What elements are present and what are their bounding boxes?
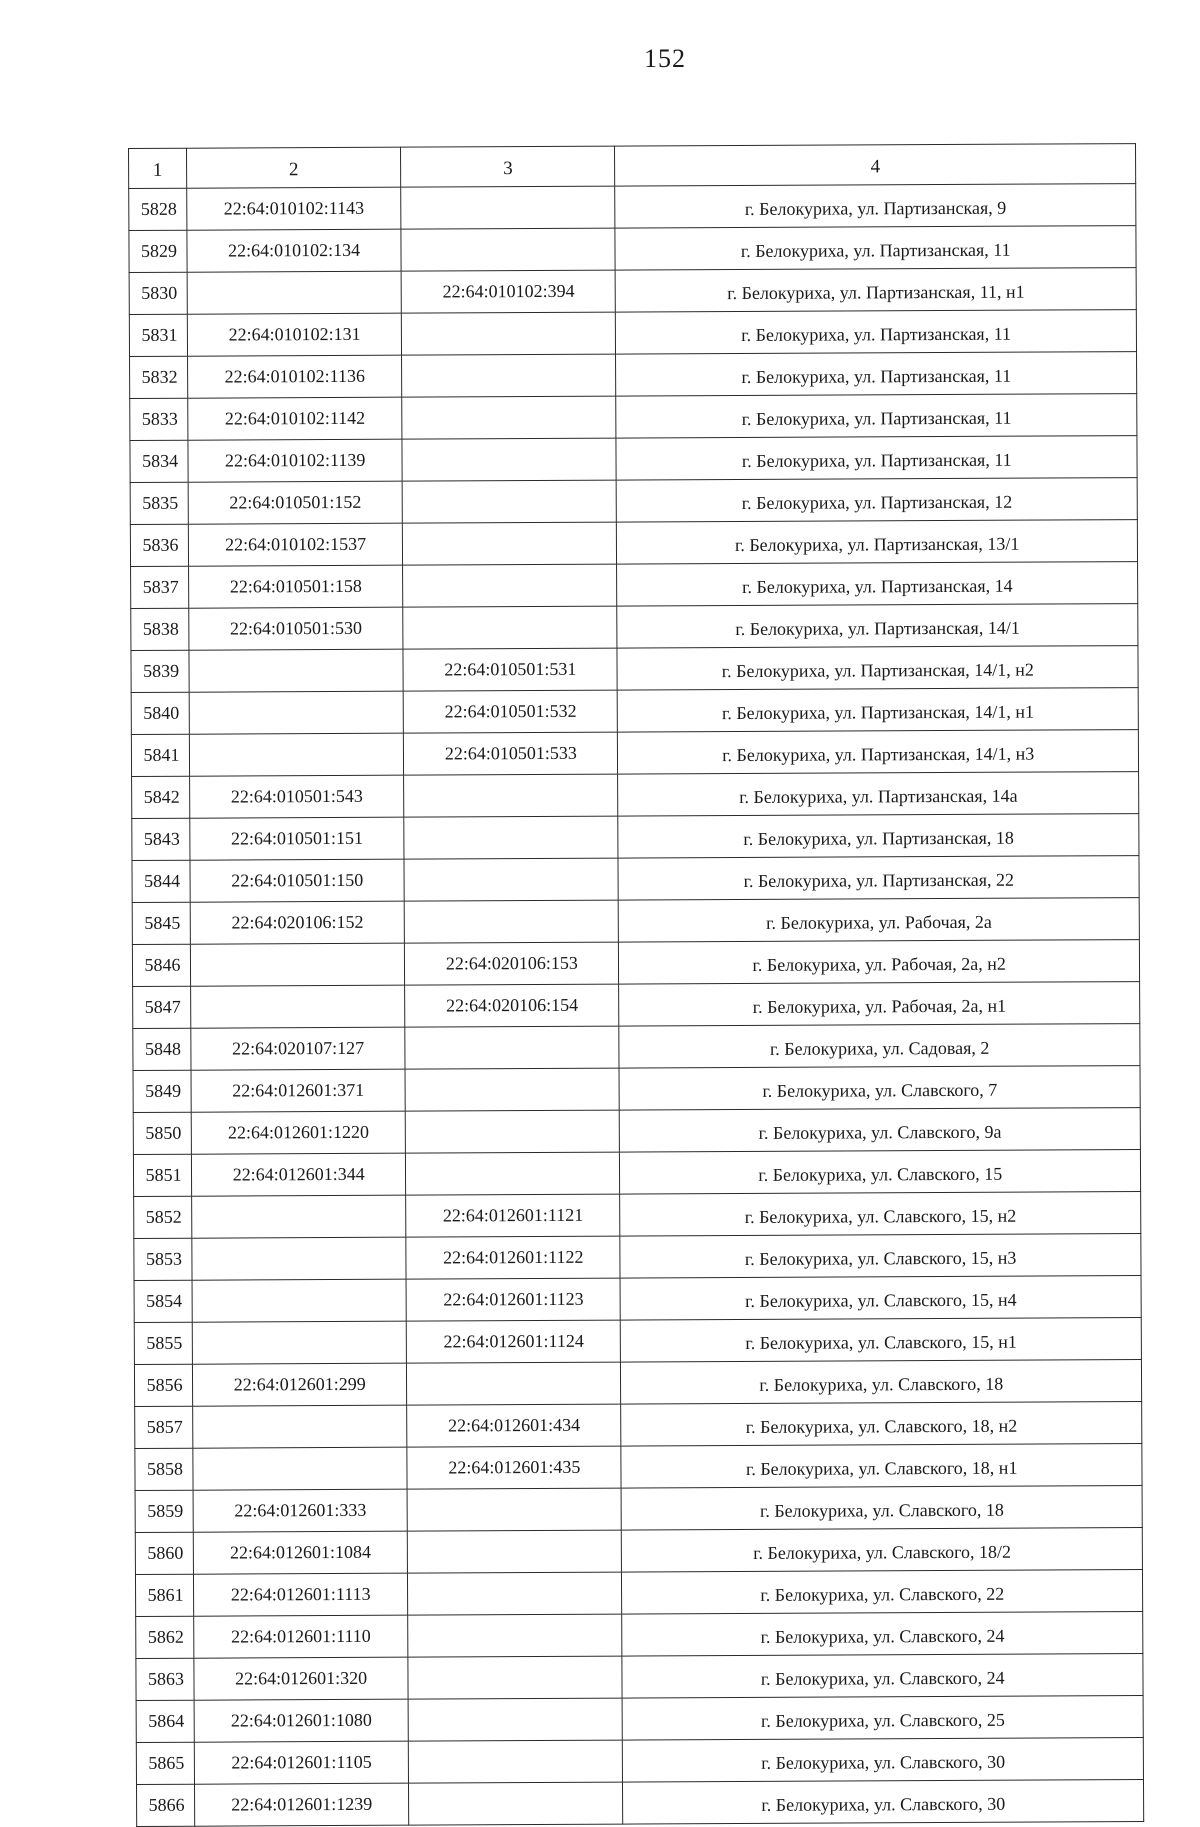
- cell-address: г. Белокуриха, ул. Партизанская, 14/1, н1: [618, 688, 1139, 733]
- cell-cadastral-premises: 22:64:012601:435: [407, 1446, 621, 1489]
- cell-cadastral-building: 22:64:010501:151: [190, 817, 404, 860]
- cell-cadastral-building: [193, 1447, 407, 1490]
- cell-cadastral-building: 22:64:012601:299: [192, 1363, 406, 1406]
- cell-address: г. Белокуриха, ул. Славского, 15, н3: [620, 1234, 1141, 1279]
- cell-address: г. Белокуриха, ул. Славского, 25: [623, 1696, 1144, 1741]
- cell-cadastral-premises: [408, 1530, 622, 1573]
- table-row: [132, 856, 1139, 903]
- cell-address: г. Белокуриха, ул. Славского, 18: [621, 1360, 1142, 1405]
- cell-number: 5850: [133, 1112, 191, 1154]
- cell-cadastral-premises: [403, 522, 617, 565]
- cell-cadastral-premises: [402, 396, 616, 439]
- cell-cadastral-building: 22:64:010501:543: [190, 775, 404, 818]
- cell-cadastral-premises: [404, 816, 618, 859]
- cell-number: 5841: [131, 734, 189, 776]
- header-cell-cadastral-premises: 3: [401, 146, 615, 187]
- table-row: [132, 940, 1139, 987]
- cell-cadastral-premises: [404, 900, 618, 943]
- cell-cadastral-building: 22:64:012601:1220: [191, 1111, 405, 1154]
- cell-cadastral-building: 22:64:012601:333: [193, 1489, 407, 1532]
- table-row: [130, 520, 1137, 567]
- cell-cadastral-building: 22:64:012601:1113: [194, 1573, 408, 1616]
- cell-cadastral-building: 22:64:010501:530: [189, 607, 403, 650]
- cell-number: 5856: [134, 1364, 192, 1406]
- cell-number: 5855: [134, 1322, 192, 1364]
- cell-cadastral-building: 22:64:010102:1142: [188, 397, 402, 440]
- table-body: [129, 144, 1144, 1827]
- cell-cadastral-premises: 22:64:010501:533: [404, 732, 618, 775]
- cell-address: г. Белокуриха, ул. Партизанская, 13/1: [617, 520, 1138, 565]
- cell-address: г. Белокуриха, ул. Славского, 15: [620, 1150, 1141, 1195]
- table-row: [133, 1108, 1140, 1155]
- cell-number: 5837: [131, 566, 189, 608]
- header-cell-cadastral-building: 2: [187, 147, 401, 188]
- cell-cadastral-building: 22:64:010102:1537: [188, 523, 402, 566]
- cell-cadastral-premises: 22:64:010501:531: [403, 648, 617, 691]
- cell-cadastral-premises: [404, 774, 618, 817]
- table-row: [134, 1234, 1141, 1281]
- cell-cadastral-building: 22:64:010102:1143: [187, 187, 401, 230]
- cell-cadastral-building: [189, 733, 403, 776]
- cell-number: 5857: [135, 1406, 193, 1448]
- table-row: [131, 562, 1138, 609]
- cell-address: г. Белокуриха, ул. Славского, 15, н4: [620, 1276, 1141, 1321]
- cell-cadastral-building: [190, 943, 404, 986]
- cell-cadastral-premises: [402, 480, 616, 523]
- cell-cadastral-premises: [405, 1068, 619, 1111]
- table-row: [135, 1402, 1142, 1449]
- cell-number: 5833: [130, 398, 188, 440]
- cell-cadastral-premises: 22:64:020106:153: [405, 942, 619, 985]
- cell-cadastral-premises: 22:64:012601:1124: [406, 1320, 620, 1363]
- cell-address: г. Белокуриха, ул. Рабочая, 2а, н1: [619, 982, 1140, 1027]
- cell-number: 5854: [134, 1280, 192, 1322]
- cell-number: 5838: [131, 608, 189, 650]
- cell-address: г. Белокуриха, ул. Партизанская, 18: [618, 814, 1139, 859]
- cell-number: 5836: [130, 524, 188, 566]
- table-row: [136, 1654, 1143, 1701]
- table-row: [135, 1570, 1142, 1617]
- cell-cadastral-building: 22:64:012601:1105: [194, 1741, 408, 1784]
- cell-cadastral-building: [189, 691, 403, 734]
- registry-table: [128, 143, 1144, 1827]
- cell-cadastral-premises: [408, 1572, 622, 1615]
- cell-number: 5831: [129, 314, 187, 356]
- cell-cadastral-premises: [402, 354, 616, 397]
- cell-cadastral-building: 22:64:010102:1139: [188, 439, 402, 482]
- table-row: [134, 1192, 1141, 1239]
- cell-address: г. Белокуриха, ул. Славского, 15, н1: [621, 1318, 1142, 1363]
- cell-cadastral-premises: [402, 312, 616, 355]
- cell-address: г. Белокуриха, ул. Славского, 18, н1: [621, 1444, 1142, 1489]
- cell-cadastral-premises: [404, 858, 618, 901]
- cell-address: г. Белокуриха, ул. Партизанская, 11: [615, 226, 1136, 271]
- cell-cadastral-building: [191, 985, 405, 1028]
- cell-address: г. Белокуриха, ул. Славского, 18: [622, 1486, 1143, 1531]
- cell-cadastral-premises: [405, 1026, 619, 1069]
- cell-cadastral-building: [193, 1405, 407, 1448]
- cell-number: 5851: [133, 1154, 191, 1196]
- cell-address: г. Белокуриха, ул. Партизанская, 11: [616, 310, 1137, 355]
- cell-address: г. Белокуриха, ул. Славского, 9а: [620, 1108, 1141, 1153]
- cell-address: г. Белокуриха, ул. Славского, 7: [619, 1066, 1140, 1111]
- cell-cadastral-building: 22:64:010501:150: [190, 859, 404, 902]
- cell-cadastral-premises: 22:64:010501:532: [403, 690, 617, 733]
- cell-cadastral-premises: [409, 1782, 623, 1825]
- cell-number: 5849: [133, 1070, 191, 1112]
- cell-number: 5840: [131, 692, 189, 734]
- table-row: [136, 1612, 1143, 1659]
- cell-number: 5834: [130, 440, 188, 482]
- table-row: [132, 772, 1139, 819]
- header-cell-number: 1: [129, 148, 187, 188]
- cell-address: г. Белокуриха, ул. Славского, 22: [622, 1570, 1143, 1615]
- table-row: [130, 478, 1137, 525]
- cell-cadastral-building: 22:64:012601:344: [191, 1153, 405, 1196]
- table-row: [129, 226, 1136, 273]
- cell-address: г. Белокуриха, ул. Славского, 24: [622, 1654, 1143, 1699]
- cell-cadastral-premises: [401, 228, 615, 271]
- cell-address: г. Белокуриха, ул. Славского, 15, н2: [620, 1192, 1141, 1237]
- cell-address: г. Белокуриха, ул. Партизанская, 11: [616, 394, 1137, 439]
- cell-cadastral-premises: [408, 1656, 622, 1699]
- cell-address: г. Белокуриха, ул. Партизанская, 9: [615, 184, 1136, 229]
- header-cell-address: 4: [615, 144, 1136, 187]
- table-row: [129, 184, 1136, 231]
- cell-cadastral-premises: 22:64:010102:394: [401, 270, 615, 313]
- table-row: [133, 1150, 1140, 1197]
- cell-number: 5852: [134, 1196, 192, 1238]
- cell-address: г. Белокуриха, ул. Славского, 18/2: [622, 1528, 1143, 1573]
- table-row: [135, 1486, 1142, 1533]
- cell-address: г. Белокуриха, ул. Партизанская, 14/1, н2: [617, 646, 1138, 691]
- cell-cadastral-building: [192, 1237, 406, 1280]
- cell-number: 5865: [136, 1742, 194, 1784]
- cell-cadastral-building: [189, 649, 403, 692]
- cell-cadastral-building: 22:64:012601:320: [194, 1657, 408, 1700]
- table-row: [133, 982, 1140, 1029]
- cell-cadastral-building: 22:64:020106:152: [190, 901, 404, 944]
- cell-cadastral-building: 22:64:012601:1110: [194, 1615, 408, 1658]
- cell-cadastral-premises: 22:64:012601:1122: [406, 1236, 620, 1279]
- cell-number: 5860: [135, 1532, 193, 1574]
- cell-address: г. Белокуриха, ул. Партизанская, 12: [617, 478, 1138, 523]
- table-row: [133, 1066, 1140, 1113]
- cell-number: 5861: [135, 1574, 193, 1616]
- table-row: [132, 814, 1139, 861]
- cell-cadastral-building: [187, 271, 401, 314]
- cell-number: 5846: [132, 944, 190, 986]
- cell-cadastral-building: 22:64:010501:158: [189, 565, 403, 608]
- cell-number: 5863: [136, 1658, 194, 1700]
- cell-cadastral-building: 22:64:010102:134: [187, 229, 401, 272]
- table-row: [130, 394, 1137, 441]
- cell-cadastral-premises: [409, 1740, 623, 1783]
- cell-number: 5844: [132, 860, 190, 902]
- cell-number: 5853: [134, 1238, 192, 1280]
- table-row: [131, 688, 1138, 735]
- cell-number: 5866: [136, 1784, 194, 1826]
- table-row: [135, 1444, 1142, 1491]
- cell-cadastral-premises: 22:64:020106:154: [405, 984, 619, 1027]
- table-header-row: [129, 144, 1136, 189]
- table-row: [133, 1024, 1140, 1071]
- cell-address: г. Белокуриха, ул. Партизанская, 22: [618, 856, 1139, 901]
- cell-cadastral-premises: 22:64:012601:434: [407, 1404, 621, 1447]
- cell-cadastral-premises: [401, 186, 615, 229]
- cell-address: г. Белокуриха, ул. Славского, 18, н2: [621, 1402, 1142, 1447]
- cell-address: г. Белокуриха, ул. Славского, 24: [622, 1612, 1143, 1657]
- cell-number: 5859: [135, 1490, 193, 1532]
- page-number: 152: [644, 44, 686, 73]
- cell-cadastral-premises: 22:64:012601:1123: [406, 1278, 620, 1321]
- table-row: [135, 1528, 1142, 1575]
- cell-address: г. Белокуриха, ул. Партизанская, 14а: [618, 772, 1139, 817]
- cell-address: г. Белокуриха, ул. Партизанская, 11: [616, 352, 1137, 397]
- table-row: [134, 1276, 1141, 1323]
- cell-cadastral-building: 22:64:012601:1080: [194, 1699, 408, 1742]
- cell-cadastral-building: [192, 1321, 406, 1364]
- table-row: [129, 310, 1136, 357]
- cell-cadastral-building: 22:64:010102:131: [187, 313, 401, 356]
- cell-cadastral-building: 22:64:012601:1239: [195, 1783, 409, 1826]
- cell-cadastral-building: [192, 1279, 406, 1322]
- cell-address: г. Белокуриха, ул. Рабочая, 2а: [619, 898, 1140, 943]
- cell-number: 5843: [132, 818, 190, 860]
- cell-cadastral-premises: [408, 1698, 622, 1741]
- cell-address: г. Белокуриха, ул. Славского, 30: [623, 1780, 1144, 1825]
- cell-number: 5864: [136, 1700, 194, 1742]
- table-row: [134, 1360, 1141, 1407]
- table-row: [136, 1780, 1143, 1827]
- cell-address: г. Белокуриха, ул. Партизанская, 14/1: [617, 604, 1138, 649]
- cell-address: г. Белокуриха, ул. Садовая, 2: [619, 1024, 1140, 1069]
- cell-address: г. Белокуриха, ул. Партизанская, 14/1, н3: [618, 730, 1139, 775]
- cell-cadastral-premises: 22:64:012601:1121: [406, 1194, 620, 1237]
- table-row: [131, 646, 1138, 693]
- table-row: [130, 352, 1137, 399]
- cell-cadastral-building: 22:64:020107:127: [191, 1027, 405, 1070]
- cell-address: г. Белокуриха, ул. Рабочая, 2а, н2: [619, 940, 1140, 985]
- cell-address: г. Белокуриха, ул. Славского, 30: [623, 1738, 1144, 1783]
- cell-number: 5830: [129, 272, 187, 314]
- cell-cadastral-building: 22:64:012601:1084: [193, 1531, 407, 1574]
- cell-cadastral-building: 22:64:010102:1136: [188, 355, 402, 398]
- cell-cadastral-premises: [402, 438, 616, 481]
- cell-cadastral-premises: [405, 1110, 619, 1153]
- cell-cadastral-premises: [408, 1614, 622, 1657]
- table-row: [131, 604, 1138, 651]
- table-row: [136, 1738, 1143, 1785]
- table-row: [132, 898, 1139, 945]
- table-row: [129, 268, 1136, 315]
- cell-number: 5862: [136, 1616, 194, 1658]
- cell-address: г. Белокуриха, ул. Партизанская, 11, н1: [616, 268, 1137, 313]
- table-row: [134, 1318, 1141, 1365]
- table-row: [130, 436, 1137, 483]
- cell-number: 5839: [131, 650, 189, 692]
- cell-number: 5832: [130, 356, 188, 398]
- cell-address: г. Белокуриха, ул. Партизанская, 14: [617, 562, 1138, 607]
- cell-number: 5842: [132, 776, 190, 818]
- cell-number: 5828: [129, 188, 187, 230]
- cell-number: 5845: [132, 902, 190, 944]
- table-row: [136, 1696, 1143, 1743]
- cell-number: 5847: [133, 986, 191, 1028]
- cell-cadastral-building: 22:64:010501:152: [188, 481, 402, 524]
- cell-cadastral-premises: [407, 1362, 621, 1405]
- cell-cadastral-building: 22:64:012601:371: [191, 1069, 405, 1112]
- cell-cadastral-premises: [403, 606, 617, 649]
- cell-cadastral-premises: [407, 1488, 621, 1531]
- cell-number: 5835: [130, 482, 188, 524]
- cell-cadastral-premises: [406, 1152, 620, 1195]
- cell-cadastral-building: [192, 1195, 406, 1238]
- cell-address: г. Белокуриха, ул. Партизанская, 11: [616, 436, 1137, 481]
- table-row: [131, 730, 1138, 777]
- cell-number: 5829: [129, 230, 187, 272]
- cell-number: 5848: [133, 1028, 191, 1070]
- cell-number: 5858: [135, 1448, 193, 1490]
- cell-cadastral-premises: [403, 564, 617, 607]
